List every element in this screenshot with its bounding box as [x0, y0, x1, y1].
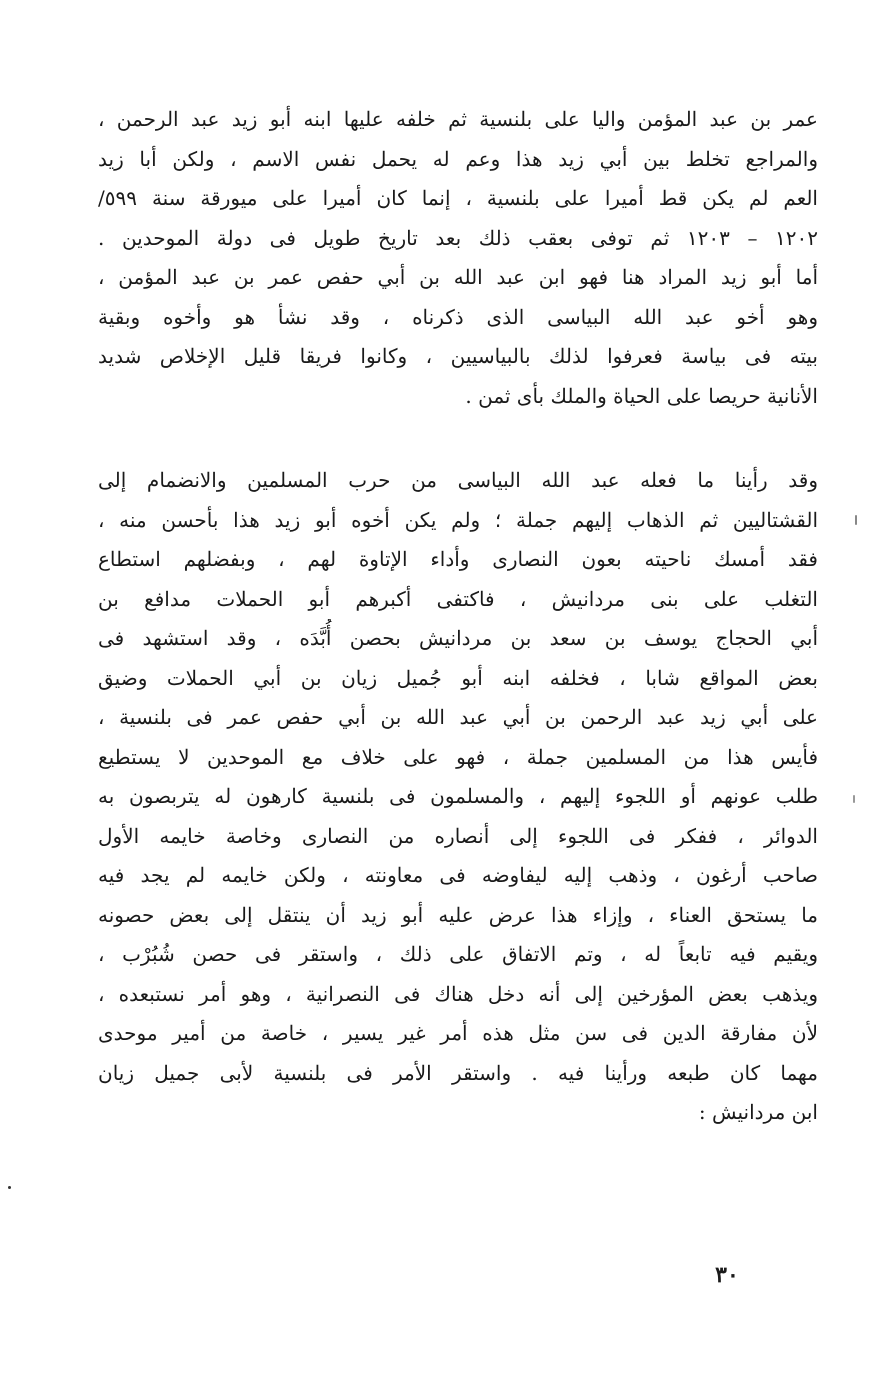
text-line: صاحب أرغون ، وذهب إليه ليفاوضه فى معاونته ، ولكن خايمه لم يجد فيه: [98, 863, 818, 887]
text-line: عمر بن عبد المؤمن واليا على بلنسية ثم خلفه عليها ابنه أبو زيد عبد الرحمن ،: [98, 107, 818, 131]
text-line: ابن مردانيش :: [698, 1100, 818, 1124]
paragraph-1: [98, 100, 818, 416]
text-line: على أبي زيد عبد الرحمن بن أبي عبد الله بن أبي حفص عمر فى بلنسية ،: [98, 705, 818, 729]
text-line: التغلب على بنى مردانيش ، فاكتفى أكبرهم أبو الحملات مدافع بن: [98, 586, 818, 611]
text-line: أما أبو زيد المراد هنا فهو ابن عبد الله بن أبي حفص عمر بن عبد المؤمن ،: [98, 265, 818, 289]
text-line: فأيس هذا من المسلمين جملة ، فهو على خلاف مع الموحدين لا يستطيع: [98, 744, 818, 769]
paragraph-2: [98, 461, 818, 1133]
text-line: والمراجع تخلط بين أبي زيد هذا وعم له يحمل نفس الاسم ، ولكن أبا زيد: [98, 146, 818, 171]
text-line: طلب عونهم أو اللجوء إليهم ، والمسلمون فى بلنسية كارهون له يتربصون به: [98, 784, 818, 808]
text-line: ويذهب بعض المؤرخين إلى أنه دخل هناك فى النصرانية ، وهو أمر نستبعده ،: [98, 981, 818, 1006]
text-line: الدوائر ، ففكر فى اللجوء إلى أنصاره من النصارى وخاصة خايمه الأول: [98, 823, 818, 848]
text-line: مهما كان طبعه ورأينا فيه . واستقر الأمر فى بلنسية لأبى جميل زيان: [98, 1060, 818, 1085]
scan-speck: [855, 515, 857, 525]
text-line: لأن مفارقة الدين فى سن مثل هذه أمر غير يسير ، خاصة من أمير موحدى: [98, 1021, 818, 1045]
text-line: فقد أمسك ناحيته بعون النصارى وأداء الإتاوة لهم ، وبفضلهم استطاع: [98, 547, 818, 571]
text-line: العم لم يكن قط أميرا على بلنسية ، إنما كان أميرا على ميورقة سنة ٥٩٩/: [98, 186, 818, 210]
text-line: الأنانية حريصا على الحياة والملك بأى ثمن .: [465, 383, 818, 408]
text-line: أبي الحجاج يوسف بن سعد بن مردانيش بحصن أُبَّدَه ، وقد استشهد فى: [98, 626, 818, 650]
page-number: ٣٠: [715, 1262, 739, 1288]
scan-speck: [853, 795, 855, 803]
text-line: القشتاليين ثم الذهاب إليهم جملة ؛ ولم يكن أخوه أبو زيد هذا بأحسن منه ،: [98, 507, 818, 532]
text-line: وهو أخو عبد الله البياسى الذى ذكرناه ، وقد نشأ هو وأخوه وبقية: [98, 304, 818, 329]
text-line: ويقيم فيه تابعاً له ، وتم الاتفاق على ذلك ، واستقر فى حصن شُبُرْب ،: [98, 942, 818, 966]
text-line: ما يستحق العناء ، وإزاء هذا عرض عليه أبو زيد أن ينتقل إلى بعض حصونه: [98, 902, 818, 927]
scan-speck: [8, 1186, 11, 1189]
text-line: بيته فى بياسة فعرفوا لذلك بالبياسيين ، وكانوا فريقا قليل الإخلاص شديد: [98, 344, 818, 368]
text-line: ١٢٠٢ – ١٢٠٣ ثم توفى بعقب ذلك بعد تاريخ طويل فى دولة الموحدين .: [98, 225, 818, 250]
text-line: بعض المواقع شابا ، فخلفه ابنه أبو جُميل زيان بن أبي الحملات وضيق: [98, 665, 818, 690]
text-line: وقد رأينا ما فعله عبد الله البياسى من حرب المسلمين والانضمام إلى: [98, 468, 818, 492]
